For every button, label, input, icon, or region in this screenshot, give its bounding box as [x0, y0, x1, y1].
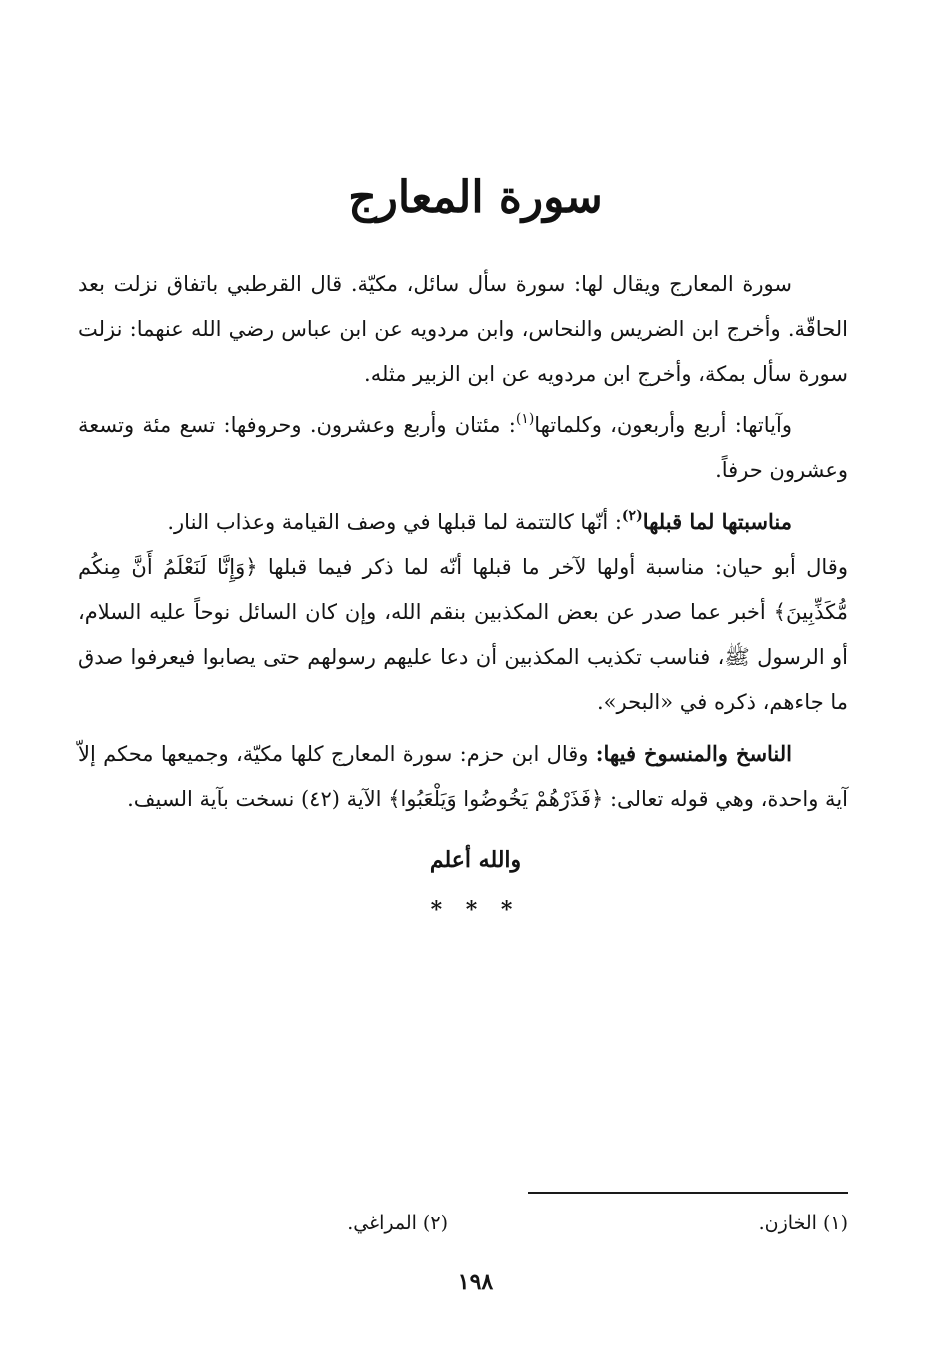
paragraph-relevance	[78, 499, 848, 545]
footnote-1: (١) الخازن.	[758, 1212, 848, 1234]
closing-phrase: والله أعلم	[429, 847, 522, 873]
abrogation-heading: الناسخ والمنسوخ فيها:	[595, 741, 793, 766]
page-number: ١٩٨	[457, 1269, 494, 1295]
paragraph-counts	[78, 403, 848, 493]
paragraph-abu-hayyan	[78, 545, 848, 725]
footnote-reference-1: (١)	[515, 411, 535, 427]
abrogation-text-start: وقال ابن حزم: سورة المعارج كلها مكيّة، وجميعها محكم إلاّ آية واحدة، وهي قوله تعالى:	[78, 742, 848, 811]
abu-hayyan-text-start: وقال أبو حيان: مناسبة أولها لآخر ما قبلها أنّه لما ذكر فيما قبلها	[267, 555, 848, 579]
quran-verse-2: ﴿فَذَرْهُمْ يَخُوضُوا وَيَلْعَبُوا﴾	[388, 787, 604, 811]
abu-hayyan-text-end: أخبر عما صدر عن بعض المكذبين بنقم الله، وإن كان السائل نوحاً عليه السلام، أو الرسول ﷺ، فناسب تكذيب المكذبين أن دعا عليهم رسولهم حتى يصابوا فيعرفوا صدق ما جاءهم، ذكره في «البحر».	[78, 600, 848, 714]
counts-text-start: وآياتها: أربع وأربعون، وكلماتها	[534, 413, 792, 437]
paragraph-intro: سورة المعارج ويقال لها: سورة سأل سائل، مكيّة. قال القرطبي باتفاق نزلت بعد الحاقّة. وأخرج ابن الضريس والنحاس، وابن مردويه عن ابن عباس رضي الله عنهما: نزلت سورة سأل بمكة، وأخرج ابن مردويه عن ابن الزبير مثله.	[78, 272, 848, 386]
relevance-text: : أنّها كالتتمة لما قبلها في وصف القيامة وعذاب النار.	[167, 510, 622, 534]
surah-title: سورة المعارج	[348, 172, 603, 223]
footnote-reference-2: (٢)	[621, 508, 643, 524]
section-separator-stars: * * *	[430, 897, 521, 923]
paragraph-abrogation	[78, 731, 848, 822]
main-text	[78, 262, 848, 828]
counts-text-end: : مئتان وأربع وعشرون. وحروفها: تسع مئة وتسعة وعشرون حرفاً.	[78, 413, 848, 482]
footnote-divider	[528, 1192, 848, 1194]
abrogation-text-end: الآية (٤٢) نسخت بآية السيف.	[127, 787, 382, 811]
relevance-heading: مناسبتها لما قبلها	[642, 509, 792, 534]
quran-verse-1: ﴿وَإِنَّا لَنَعْلَمُ أَنَّ مِنكُم مُّكَذِّبِينَ﴾	[78, 555, 848, 624]
footnote-2: (٢) المراغي.	[347, 1212, 448, 1234]
